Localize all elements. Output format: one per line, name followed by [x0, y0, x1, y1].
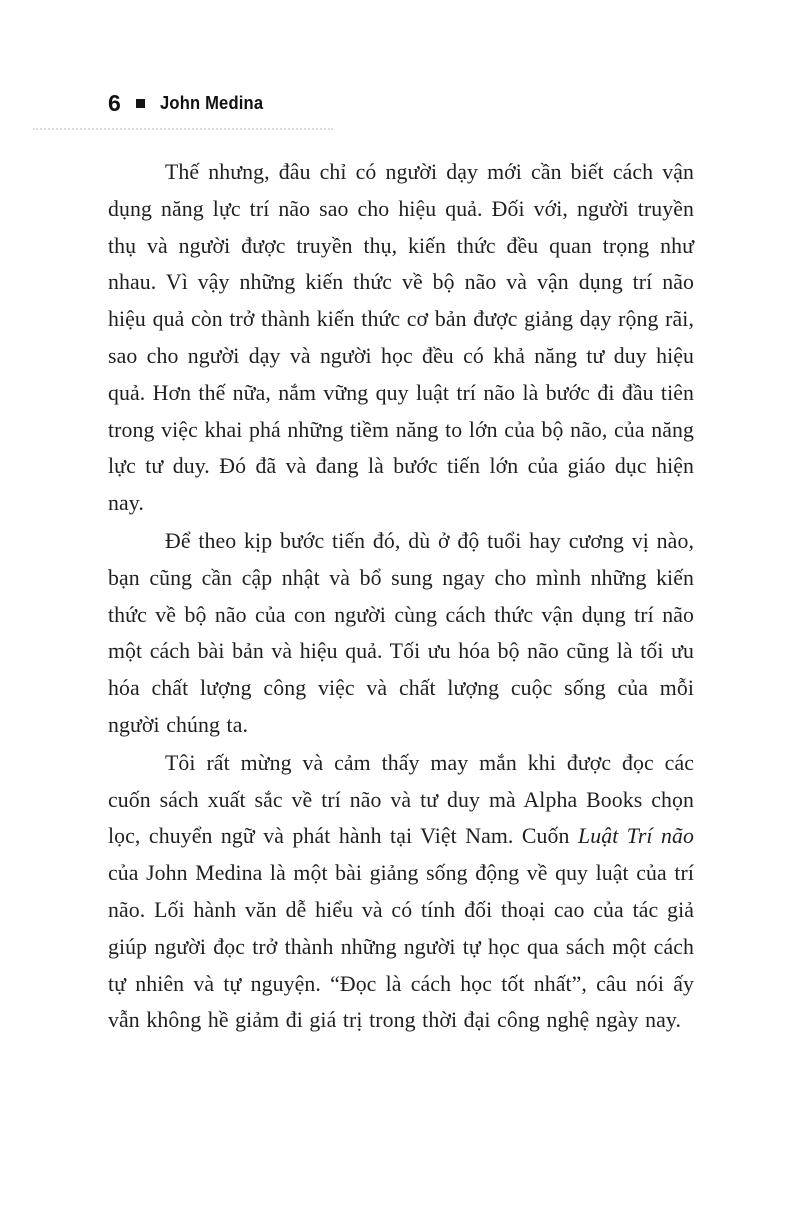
page-header: [108, 88, 694, 118]
paragraph-3-text-end: của John Medina là một bài giảng sống động về quy luật của trí não. Lối hành văn dễ hiểu và có tính đối thoại cao của tác giả giúp người đọc trở thành những người tự học qua sách một cách tự nhiên và tự nguyện. “Đọc là cách học tốt nhất”, câu nói ấy vẫn không hề giảm đi giá trị trong thời đại công nghệ ngày nay.: [108, 861, 694, 1033]
paragraph-2: Để theo kịp bước tiến đó, dù ở độ tuổi hay cương vị nào, bạn cũng cần cập nhật và bổ sung ngay cho mình những kiến thức về bộ não của con người cùng cách thức vận dụng trí não một cách bài bản và hiệu quả. Tối ưu hóa bộ não cũng là tối ưu hóa chất lượng công việc và chất lượng cuộc sống của mỗi người chúng ta.: [108, 528, 694, 737]
paragraph-3: [108, 745, 694, 1039]
page-number: 6: [108, 89, 121, 116]
paragraph-1: Thế nhưng, đâu chỉ có người dạy mới cần biết cách vận dụng năng lực trí não sao cho hiệu quả. Đối với, người truyền thụ và người được truyền thụ, kiến thức đều quan trọng như nhau. Vì vậy những kiến thức về bộ não và vận dụng trí não hiệu quả còn trở thành kiến thức cơ bản được giảng dạy rộng rãi, sao cho người dạy và người học đều có khả năng tư duy hiệu quả. Hơn thế nữa, nắm vững quy luật trí não là bước đi đầu tiên trong việc khai phá những tiềm năng to lớn của bộ não, của năng lực tư duy. Đó đã và đang là bước tiến lớn của giáo dục hiện nay.: [108, 160, 694, 516]
dotted-rule: [33, 128, 333, 130]
running-head-author: John Medina: [159, 93, 264, 113]
paragraph-3-text-start: Tôi rất mừng và cảm thấy may mắn khi được đọc các cuốn sách xuất sắc về trí não và tư duy mà Alpha Books chọn lọc, chuyển ngữ và phát hành tại Việt Nam. Cuốn: [108, 750, 694, 849]
square-bullet-icon: [136, 99, 145, 108]
book-title-italic: Luật Trí não: [577, 824, 694, 849]
page-body: [108, 154, 694, 1039]
